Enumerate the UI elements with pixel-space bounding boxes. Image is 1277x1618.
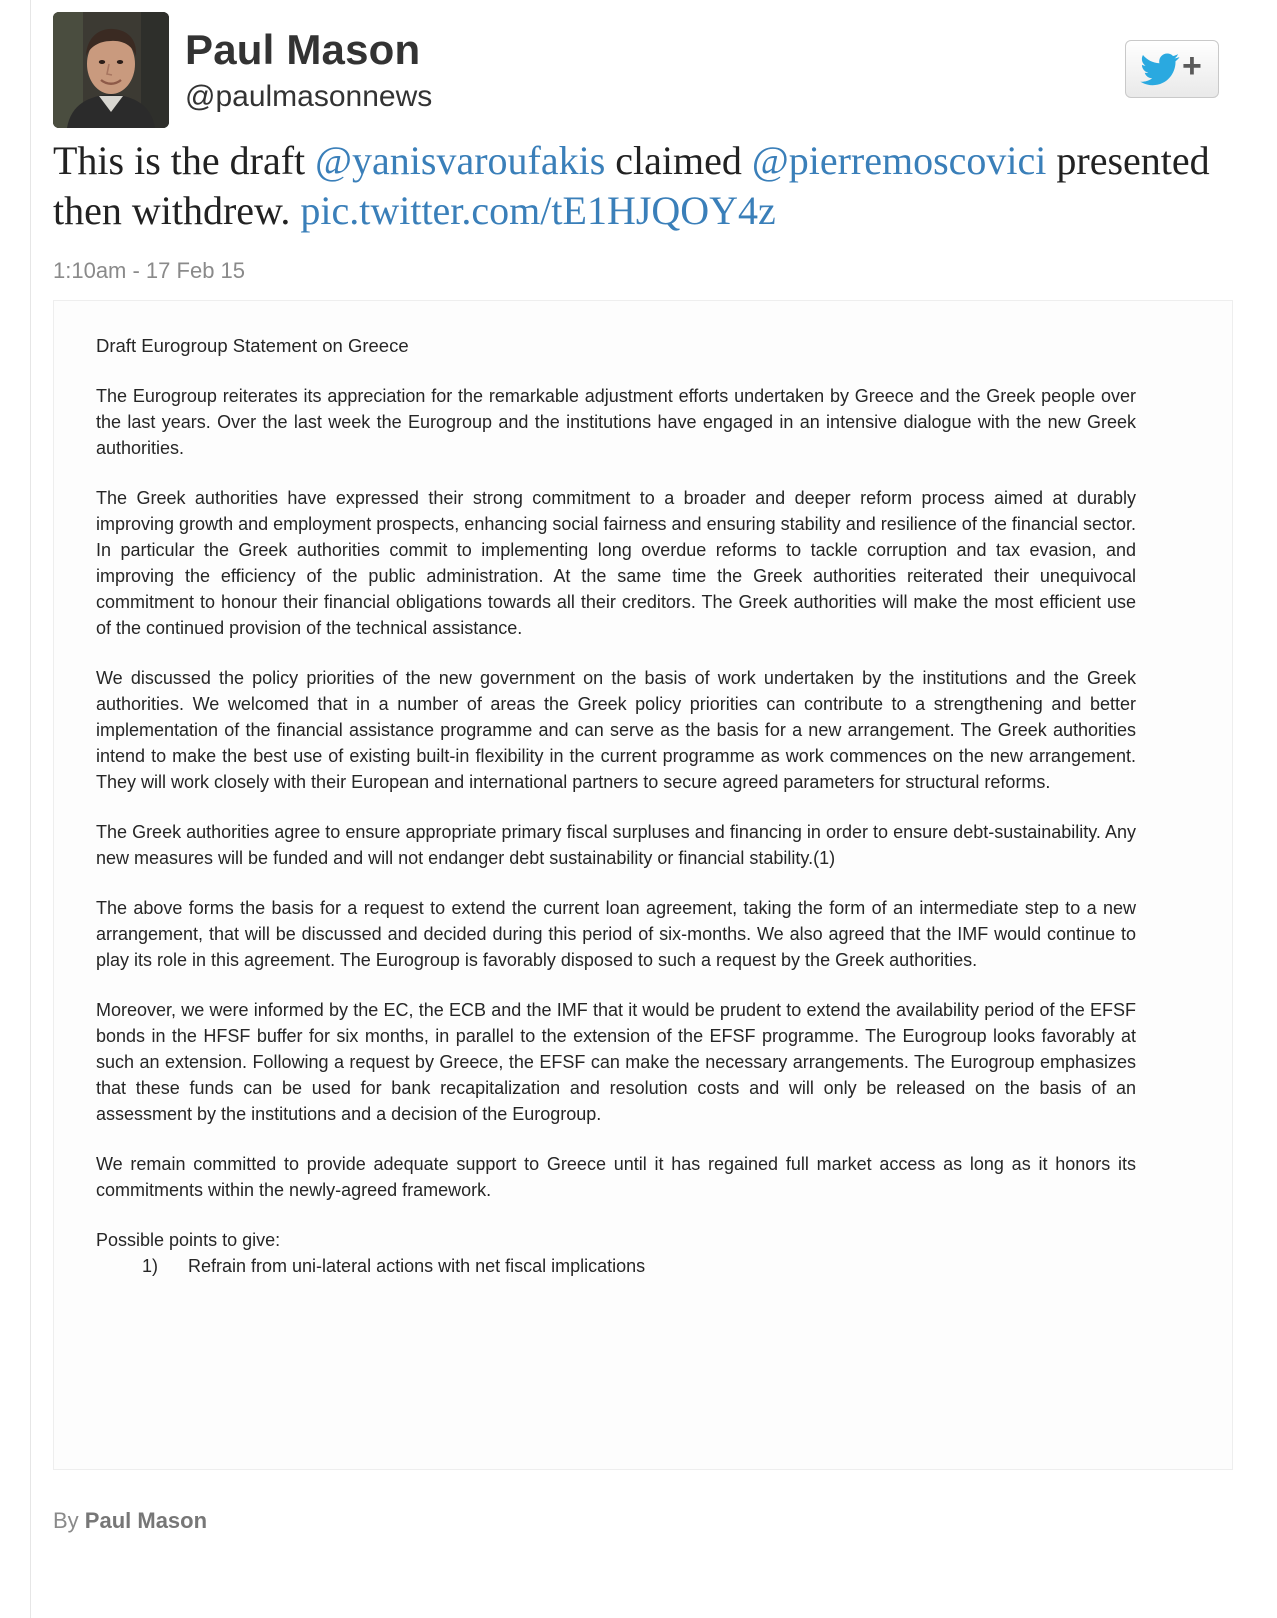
author-handle[interactable]: @paulmasonnews bbox=[185, 80, 433, 113]
avatar[interactable] bbox=[53, 12, 169, 128]
document-body bbox=[96, 333, 1136, 1279]
document-title: Draft Eurogroup Statement on Greece bbox=[96, 335, 409, 356]
attached-document-image[interactable] bbox=[53, 300, 1233, 1470]
avatar-photo bbox=[53, 12, 169, 128]
tweet-timestamp[interactable]: 1:10am - 17 Feb 15 bbox=[53, 258, 246, 283]
tweet-text bbox=[53, 136, 1213, 236]
document-paragraph: We discussed the policy priorities of the new government on the basis of work undertaken by the institutions and the Greek authorities. We welcomed that in a number of areas the Greek policy priorities can contribute to a strengthening and better implementation of the financial assistance programme and can serve as the basis for a new arrangement. The Greek authorities intend to make the best use of existing built-in flexibility in the current programme as work commences on the new arrangement. They will work closely with their European and international partners to secure agreed parameters for structural reforms. bbox=[96, 668, 1136, 792]
document-paragraph: The above forms the basis for a request to extend the current loan agreement, taking the form of an intermediate step to a new arrangement, that will be discussed and decided during this period of six-months. We also agreed that the IMF would continue to play its role in this agreement. The Eurogroup is favorably disposed to such a request by the Greek authorities. bbox=[96, 898, 1136, 970]
point-number: 1) bbox=[142, 1256, 159, 1276]
author-name[interactable]: Paul Mason bbox=[185, 26, 421, 73]
tweet-text-part: presented then withdrew. bbox=[53, 138, 1210, 233]
tweet-text-part: claimed bbox=[605, 138, 752, 183]
points-list-item bbox=[142, 1253, 1136, 1279]
document-paragraph: The Greek authorities agree to ensure appropriate primary fiscal surpluses and financing in order to ensure debt-sustainability. Any new measures will be funded and will not endanger debt sustainability or financial stability.(1) bbox=[96, 822, 1136, 868]
byline-prefix: By bbox=[53, 1508, 85, 1533]
points-list bbox=[96, 1227, 1136, 1279]
document-paragraph: We remain committed to provide adequate support to Greece until it has regained full market access as long as it honors its commitments within the newly-agreed framework. bbox=[96, 1154, 1136, 1200]
byline-author-link[interactable]: Paul Mason bbox=[84, 1508, 208, 1533]
mention-link-yanisvaroufakis[interactable]: @yanisvaroufakis bbox=[315, 138, 606, 183]
document-paragraph: The Greek authorities have expressed their strong commitment to a broader and deeper reform process aimed at durably improving growth and employment prospects, enhancing social fairness and ensuring stability and resilience of the financial sector. In particular the Greek authorities commit to implementing long overdue reforms to tackle corruption and tax evasion, and improving the efficiency of the public administration. At the same time the Greek authorities reiterated their unequivocal commitment to honour their financial obligations towards all their creditors. The Greek authorities will make the most efficient use of the continued provision of the technical assistance. bbox=[96, 488, 1136, 638]
tweet-text-part: This is the draft bbox=[53, 138, 316, 183]
points-heading: Possible points to give: bbox=[96, 1230, 281, 1250]
document-paragraph: The Eurogroup reiterates its appreciation for the remarkable adjustment efforts undertaken by Greece and the Greek people over the last years. Over the last week the Eurogroup and the institutions have engaged in an intensive dialogue with the new Greek authorities. bbox=[96, 386, 1136, 458]
tweet-embed-card bbox=[30, 0, 1277, 1618]
follow-plus-icon: + bbox=[1182, 47, 1202, 85]
point-text: Refrain from uni-lateral actions with net fiscal implications bbox=[188, 1256, 646, 1276]
mention-link-pierremoscovici[interactable]: @pierremoscovici bbox=[751, 138, 1047, 183]
pic-link[interactable]: pic.twitter.com/tE1HJQOY4z bbox=[300, 188, 776, 233]
document-paragraph: Moreover, we were informed by the EC, the ECB and the IMF that it would be prudent to extend the availability period of the EFSF bonds in the HFSF buffer for six months, in parallel to the extension of the EFSF programme. The Eurogroup looks favorably at such an extension. Following a request by Greece, the EFSF can make the necessary arrangements. The Eurogroup emphasizes that these funds can be used for bank recapitalization and resolution costs and will only be released on the basis of an assessment by the institutions and a decision of the Eurogroup. bbox=[96, 1000, 1136, 1124]
byline bbox=[53, 1508, 207, 1534]
follow-button[interactable] bbox=[1125, 40, 1219, 98]
twitter-bird-icon bbox=[1140, 53, 1180, 87]
